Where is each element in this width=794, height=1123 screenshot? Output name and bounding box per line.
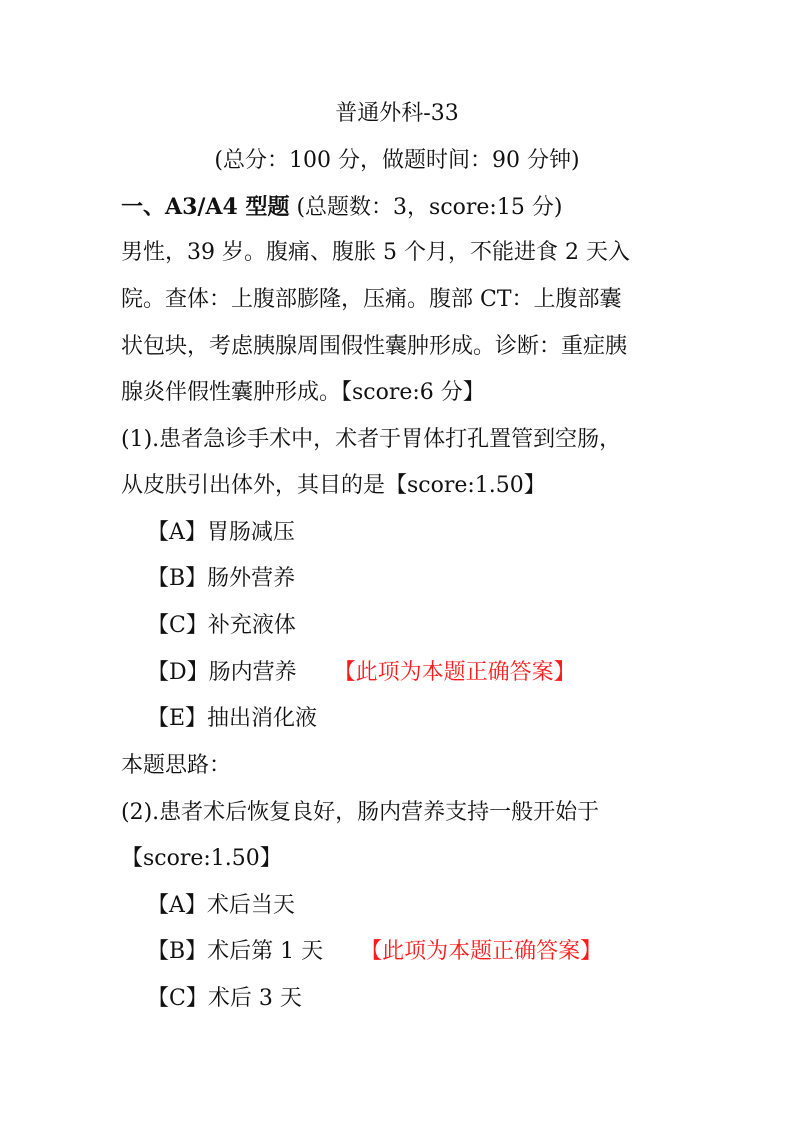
stem-line: 腺炎伴假性囊肿形成。【score:6 分】 bbox=[121, 380, 485, 405]
option-text: 【B】肠外营养 bbox=[147, 566, 296, 591]
explanation-label: 本题思路： bbox=[121, 753, 232, 778]
correct-answer-mark: 【此项为本题正确答案】 bbox=[360, 939, 603, 964]
q2-option-b bbox=[147, 937, 602, 967]
correct-answer-mark: 【此项为本题正确答案】 bbox=[333, 660, 576, 685]
section-heading bbox=[121, 192, 562, 223]
section-meta: (总题数：3，score:15 分) bbox=[296, 195, 563, 220]
page-title: 普通外科-33 bbox=[335, 101, 459, 126]
question-2-line: 【score:1.50】 bbox=[121, 846, 282, 871]
option-text: 【D】肠内营养 bbox=[147, 660, 297, 685]
question-1-line: (1).患者急诊手术中，术者于胃体打孔置管到空肠， bbox=[121, 427, 622, 452]
q2-option-c bbox=[147, 984, 302, 1014]
section-label: 一、A3/A4 型题 bbox=[121, 194, 290, 220]
option-text: 【A】胃肠减压 bbox=[147, 520, 295, 545]
option-text: 【E】抽出消化液 bbox=[147, 706, 318, 731]
exam-info: (总分：100 分，做题时间：90 分钟) bbox=[214, 148, 580, 173]
q2-option-a bbox=[147, 891, 295, 921]
question-1-line: 从皮肤引出体外，其目的是【score:1.50】 bbox=[121, 473, 546, 498]
q1-option-e bbox=[147, 704, 317, 734]
question-2-line: (2).患者术后恢复良好，肠内营养支持一般开始于 bbox=[121, 800, 600, 825]
option-text: 【B】术后第 1 天 bbox=[147, 939, 324, 964]
q1-option-d bbox=[147, 658, 576, 688]
q1-option-a bbox=[147, 518, 295, 548]
q1-option-b bbox=[147, 564, 295, 594]
q1-option-c bbox=[147, 611, 296, 641]
stem-line: 院。查体：上腹部膨隆，压痛。腹部 CT：上腹部囊 bbox=[121, 287, 622, 312]
option-text: 【A】术后当天 bbox=[147, 893, 295, 918]
stem-line: 男性，39 岁。腹痛、腹胀 5 个月，不能进食 2 天入 bbox=[121, 240, 630, 265]
option-text: 【C】术后 3 天 bbox=[147, 986, 302, 1011]
stem-line: 状包块，考虑胰腺周围假性囊肿形成。诊断：重症胰 bbox=[121, 334, 628, 359]
option-text: 【C】补充液体 bbox=[147, 613, 296, 638]
